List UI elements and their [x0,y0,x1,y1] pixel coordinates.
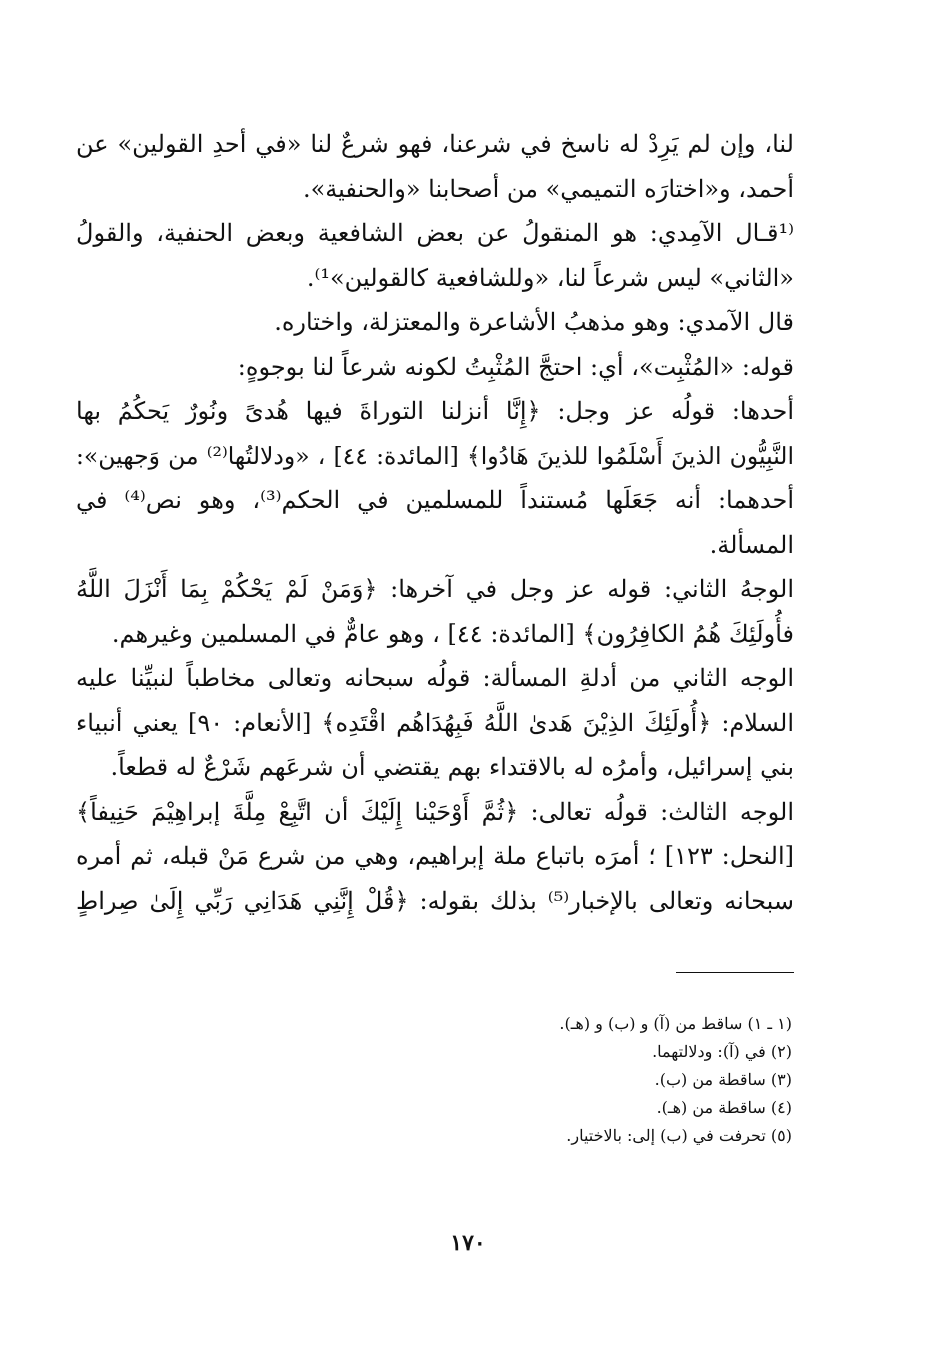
text-line: بني إسرائيل، وأمرُه له بالاقتداء بهم يقتضي أن شرعَهم شَرْعٌ له قطعاً. [110,753,794,781]
footnote-separator [676,972,794,973]
text-line: السلام: ﴿أُولَئِكَ الذِيْنَ هَدىٰ اللَّهُ فَبِهُدَاهُم اقْتَدِه﴾ [الأنعام: ٩٠] يعني أنبياء [76,708,794,737]
text-line: ⁽¹قـال الآمِدي: هو المنقولُ عن بعض الشافعية وبعض الحنفية، والقولُ [76,219,794,247]
text-line: أحمد، و«اختارَه التميمي» من أصحابنا «والحنفية». [302,174,794,203]
footnote: (٤) ساقطة من (هـ). [656,1098,792,1117]
text-line: أحدها: قولُه عز وجل: ﴿إِنَّا أنزلنا التوراةَ فيها هُدىً ونُورٌ يَحكُمُ بها [76,397,794,425]
footnote: (٣) ساقطة من (ب). [654,1070,792,1089]
text-line: قال الآمدي: وهو مذهبُ الأشاعرة والمعتزلة، واختاره. [274,308,794,336]
text-line: المسألة. [709,530,794,559]
text-line: النَّبِيُّون الذينَ أَسْلَمُوا للذينَ هَادُوا﴾ [المائدة: ٤٤] ، «ودلالتُها⁽²⁾ من وَجهين»: [76,441,794,470]
text-line: أحدهما: أنه جَعَلَها مُستنداً للمسلمين في الحكم⁽³⁾، وهو نص⁽⁴⁾ في [76,486,794,514]
text-line: فأُولَئِكَ هُمُ الكافِرُون﴾ [المائدة: ٤٤] ، وهو عامٌّ في المسلمين وغيرهم. [111,619,794,648]
main-text [76,122,794,923]
text-line: [النحل: ١٢٣] ؛ أمرَه باتباع ملة إبراهيم، وهي من شرع مَنْ قبله، ثم أمره [76,842,795,870]
text-line: قوله: «المُثْبِت»، أي: احتجَّ المُثْبِتُ لكونه شرعاً لنا بوجوهٍ: [237,352,794,381]
footnote: (١ ـ ١) ساقط من (آ) و (ب) و (هـ). [559,1014,792,1033]
text-line: سبحانه وتعالى بالإخبار⁽⁵⁾ بذلك بقوله: ﴿قُلْ إِنَّنِي هَدَانِي رَبِّي إِلَىٰ صِراطٍ [76,886,794,915]
text-line: الوجه الثالث: قولُه تعالى: ﴿ثُمَّ أَوْحَيْنا إِلَيْكَ أن اتَّبِعْ مِلَّةَ إبراهِيْمَ حَنِيفاً﴾ [76,797,794,826]
footnote: (٥) تحرفت في (ب) إلى: بالاختيار. [566,1126,792,1145]
page-number: ١٧٠ [450,1230,486,1256]
text-line: الوجهُ الثاني: قوله عز وجل في آخرها: ﴿وَمَنْ لَمْ يَحْكُمْ بِمَا أَنْزَلَ اللَّهُ [76,575,794,603]
footnote: (٢) في (آ): ودلالتهما. [652,1042,792,1061]
text-line: لنا، وإن لم يَرِدْ له ناسخ في شرعنا، فهو شرعٌ لنا «في أحدِ القولين» عن [76,130,794,158]
text-line: الوجه الثاني من أدلةِ المسألة: قولُه سبحانه وتعالى مخاطباً لنبيِّنا عليه [76,664,794,692]
footnotes [300,1010,792,1150]
text-line: «الثاني» ليس شرعاً لنا، «وللشافعية كالقولين»¹⁾. [306,263,794,292]
